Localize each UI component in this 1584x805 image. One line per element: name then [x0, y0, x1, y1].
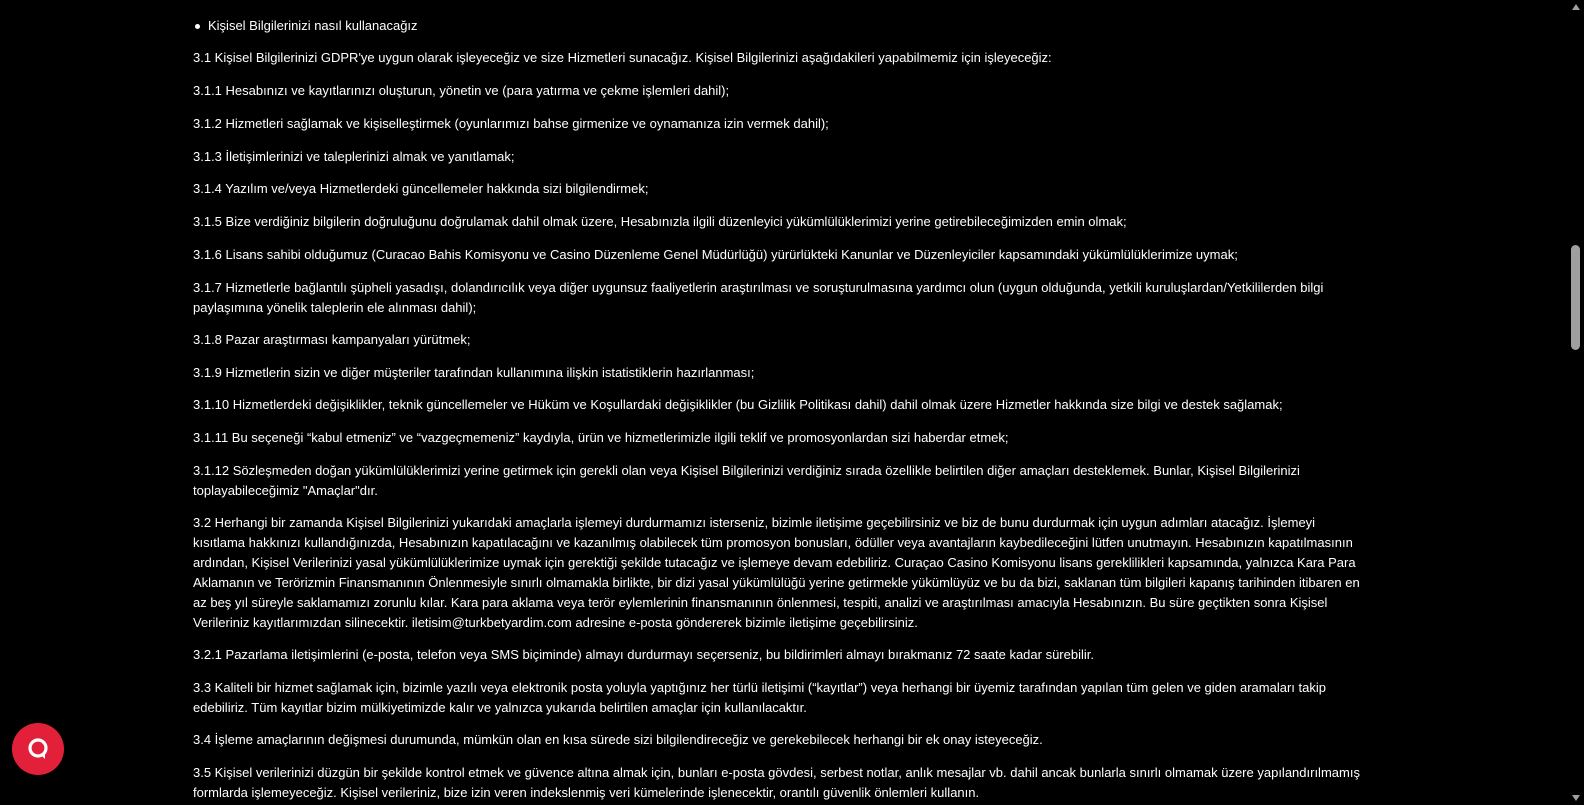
- section-3-1-9: 3.1.9 Hizmetlerin sizin ve diğer müşteriler tarafından kullanımına ilişkin istatistiklerin hazırlanması;: [193, 365, 755, 380]
- section-3-1-3: 3.1.3 İletişimlerinizi ve taleplerinizi almak ve yanıtlamak;: [193, 149, 515, 164]
- scroll-down-arrow-icon[interactable]: [1572, 795, 1580, 801]
- section-3-1-7: 3.1.7 Hizmetlerle bağlantılı şüpheli yasadışı, dolandırıcılık veya diğer uygunsuz faaliyetlerin araştırılması ve soruşturulmasına yardımcı olun (uygun olduğunda, yetkili kuruluşlardan/Yetkililerden bilgi paylaşımına yönelik taleplerin ele alınması dahil);: [193, 280, 1324, 315]
- section-3-1-5: 3.1.5 Bize verdiğiniz bilgilerin doğruluğunu doğrulamak dahil olmak üzere, Hesabınızla ilgili düzenleyici yükümlülüklerimizi yerine getirebileceğimizden emin olmak;: [193, 214, 1127, 229]
- section-3-2-1: 3.2.1 Pazarlama iletişimlerini (e-posta, telefon veya SMS biçiminde) almayı durdurmayı seçerseniz, bu bildirimleri almayı bırakmanız 72 saate kadar sürebilir.: [193, 647, 1094, 662]
- section-3-1-10: 3.1.10 Hizmetlerdeki değişiklikler, teknik güncellemeler ve Hüküm ve Koşullardaki değişiklikler (bu Gizlilik Politikası dahil) dahil olmak üzere Hizmetler hakkında size bilgi ve destek sağlamak;: [193, 397, 1283, 412]
- section-3-1-4: 3.1.4 Yazılım ve/veya Hizmetlerdeki güncellemeler hakkında sizi bilgilendirmek;: [193, 181, 649, 196]
- bullet-dot-icon: [195, 24, 200, 29]
- list-item: [193, 16, 418, 36]
- vertical-scrollbar[interactable]: [1568, 0, 1584, 805]
- section-3-1-12: 3.1.12 Sözleşmeden doğan yükümlülüklerimizi yerine getirmek için gerekli olan veya Kişisel Bilgilerinizi verdiğiniz sırada özellikle belirtilen diğer amaçları desteklemek. Bunlar, Kişisel Bilgilerinizi toplayabileceğimiz "Amaçlar"dır.: [193, 463, 1300, 498]
- section-3-2: 3.2 Herhangi bir zamanda Kişisel Bilgilerinizi yukarıdaki amaçlarla işlemeyi durdurmamızı isterseniz, bizimle iletişime geçebilirsiniz ve biz de bunu durdurmak için uygun adımları atacağız. İşlemeyi kısıtlama hakkınızı kullandığınızda, Hesabınızın kapatılacağını ve kazanılmış olabilecek tüm promosyon bonusları, ödüller veya avantajların kaybedileceğini lütfen unutmayın. Hesabınızın kapatılmasının ardından, Kişisel Verilerinizi yasal yükümlülüklerimize uymak için gerektiği şekilde tutacağız ve işlemeye devam edebiliriz. Curaçao Casino Komisyonu lisans gereklilikleri kapsamında, yalnızca Kara Para Aklamanın ve Terörizmin Finansmanının Önlenmesiyle sınırlı olmamakla birlikte, bir dizi yasal yükümlülüğü yerine getirmekle yükümlüyüz ve bu da bizi, saklanan tüm bilgileri kapanış tarihinden itibaren en az beş yıl süreyle saklamamızı zorunlu kılar. Kara para aklama veya terör eylemlerinin finansmanının önlenmesi, tespiti, analizi ve araştırılması amacıyla Hesabınızın. Bu süre geçtikten sonra Kişisel Verileriniz kayıtlarımızdan silinecektir. iletisim@turkbetyardim.com adresine e-posta göndererek bizimle iletişime geçebilirsiniz.: [193, 515, 1360, 630]
- section-3-1: 3.1 Kişisel Bilgilerinizi GDPR'ye uygun olarak işleyeceğiz ve size Hizmetleri sunacağız. Kişisel Bilgilerinizi aşağıdakileri yapabilmemiz için işleyeceğiz:: [193, 50, 1052, 65]
- chat-widget-button[interactable]: [12, 723, 64, 775]
- scroll-up-arrow-icon[interactable]: [1572, 4, 1580, 10]
- scrollbar-thumb[interactable]: [1571, 245, 1580, 350]
- section-3-1-2: 3.1.2 Hizmetleri sağlamak ve kişiselleştirmek (oyunlarımızı bahse girmenize ve oynamanıza izin vermek dahil);: [193, 116, 829, 131]
- section-3-1-8: 3.1.8 Pazar araştırması kampanyaları yürütmek;: [193, 332, 471, 347]
- bullet-text: Kişisel Bilgilerinizi nasıl kullanacağız: [208, 18, 418, 33]
- section-3-1-1: 3.1.1 Hesabınızı ve kayıtlarınızı oluşturun, yönetin ve (para yatırma ve çekme işlemleri dahil);: [193, 83, 730, 98]
- chat-bubble-icon: [25, 736, 51, 762]
- section-3-5: 3.5 Kişisel verilerinizi düzgün bir şekilde kontrol etmek ve güvence altına almak için, bunları e-posta gövdesi, serbest notlar, anlık mesajlar vb. dahil ancak bunlarla sınırlı olmamak üzere yapılandırılmamış formlarda işlemeyeceğiz. Kişisel verileriniz, bize izin veren indekslenmiş veri kümelerinde işlenecektir, orantılı güvenlik önlemleri kullanın.: [193, 765, 1360, 800]
- section-3-1-6: 3.1.6 Lisans sahibi olduğumuz (Curacao Bahis Komisyonu ve Casino Düzenleme Genel Müdürlüğü) yürürlükteki Kanunlar ve Düzenleyiciler kapsamındaki yükümlülüklerimize uymak;: [193, 247, 1238, 262]
- section-3-3: 3.3 Kaliteli bir hizmet sağlamak için, bizimle yazılı veya elektronik posta yoluyla yaptığınız her türlü iletişimi (“kayıtlar”) veya herhangi bir üyemiz tarafından yapılan tüm gelen ve giden aramaları takip edebiliriz. Tüm kayıtlar bizim mülkiyetimizde kalır ve yalnızca yukarıda belirtilen amaçlar için kullanılacaktır.: [193, 680, 1326, 715]
- section-3-4: 3.4 İşleme amaçlarının değişmesi durumunda, mümkün olan en kısa sürede sizi bilgilendireceğiz ve gerekebilecek herhangi bir ek onay isteyeceğiz.: [193, 732, 1043, 747]
- section-3-1-11: 3.1.11 Bu seçeneği “kabul etmeniz” ve “vazgeçmemeniz” kaydıyla, ürün ve hizmetlerimizle ilgili teklif ve promosyonlardan sizi haberdar etmek;: [193, 430, 1009, 445]
